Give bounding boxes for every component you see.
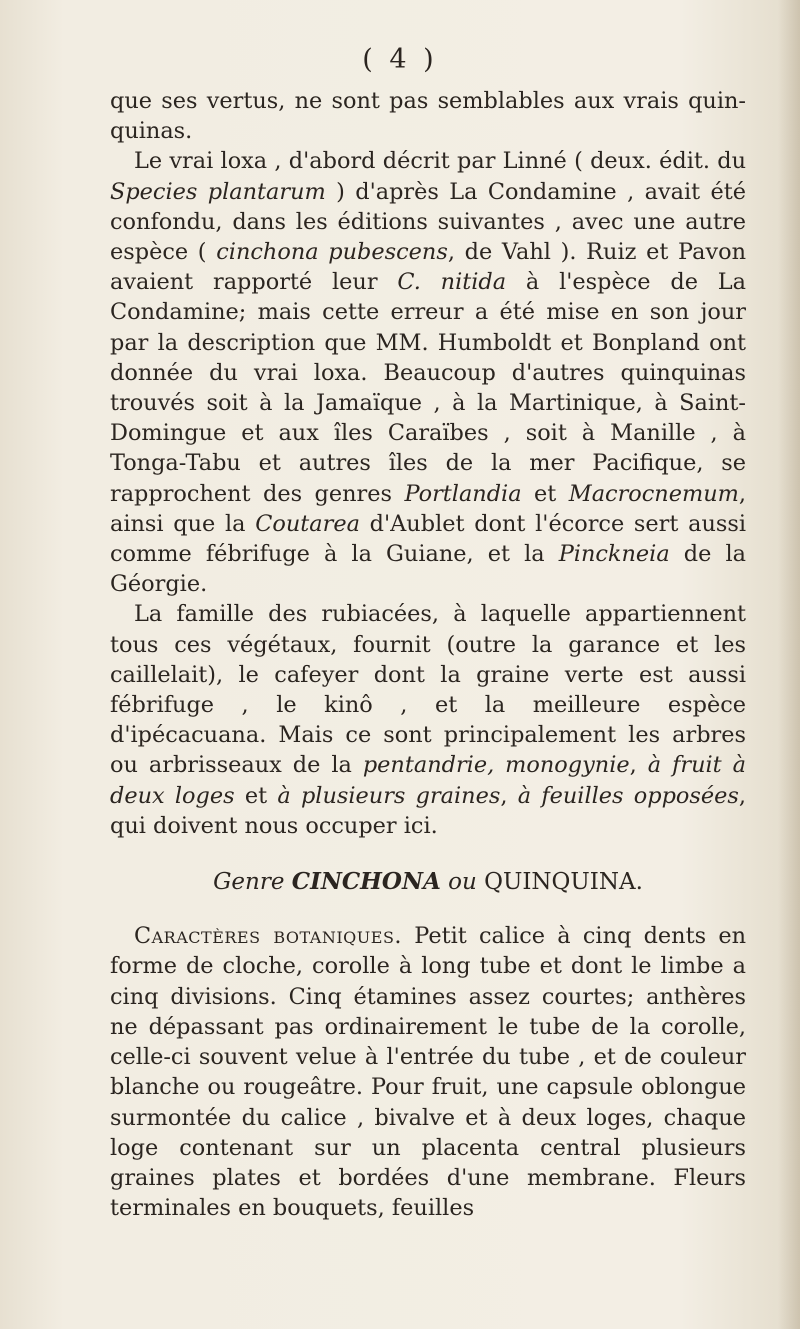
heading-conjunction: ou [448,869,477,896]
heading-genre-label: Genre [213,869,285,896]
text-run: et [521,480,569,507]
italic-term: Macrocnemum [568,480,739,507]
text-run: , [500,782,518,809]
botanical-characters-paragraph [110,921,746,1223]
paragraph [110,86,746,146]
text-run: , [629,752,648,779]
heading-alt-name: QUINQUINA. [484,869,643,896]
text-run: à l'espèce de La Condamine; mais cette erreur a été mise en son jour par la description que MM. Humboldt et Bonpland ont donnée du vrai loxa. Beaucoup d'autres quinquinas trouvés soit à la Jamaïque , à la Martinique, à Saint-Domingue et aux îles Caraïbes , soit à Manille , à Tonga-Tabu et autres îles de la mer Pacifique, se rapprochent des genres [110,269,747,507]
paragraph [110,146,746,599]
section-lead: Caractères botaniques. [134,923,403,950]
italic-term: Coutarea [255,510,360,537]
italic-term: C. nitida [397,269,507,296]
page-body [110,86,746,1223]
italic-term: Pinckneia [558,541,670,568]
text-run: et [234,782,278,809]
genus-heading [110,867,746,897]
body-paragraphs [110,86,746,841]
text-run: , qui doivent nous occuper ici. [110,782,746,839]
italic-term: à feuilles opposées [517,782,739,809]
text-run: , de Vahl ). Ruiz et Pavon avaient rapporté leur [110,239,747,296]
text-run: de la Géorgie. [110,541,746,598]
text-run: ) d'après La Condamine , avait été confondu, dans les éditions suivantes , avec une autre espèce ( [110,178,746,266]
text-run: Le vrai loxa , d'abord décrit par Linné ( deux. édit. du [134,148,746,175]
paragraph [110,599,746,841]
section-text: Petit calice à cinq dents en forme de cloche, corolle à long tube et dont le limbe a cinq divisions. Cinq étamines assez courtes; anthères ne dépassant pas ordinairement le tube de la corolle, celle-ci souvent velue à l'entrée du tube , et de couleur blanche ou rougeâtre. Pour fruit, une capsule oblongue surmontée du calice , bivalve et à deux loges, chaque loge contenant sur un placenta central plusieurs graines plates et bordées d'une membrane. Fleurs terminales en bouquets, feuilles [110,923,747,1222]
text-run: , ainsi que la [110,480,746,537]
text-run: que ses vertus, ne sont pas semblables aux vrais quin- quinas. [110,88,746,145]
italic-term: cinchona pubescens [216,239,448,266]
text-run: La famille des rubiacées, à laquelle appartiennent tous ces végétaux, fournit (outre la garance et les caillelait), le cafeyer dont la graine verte est aussi fébrifuge , le kinô , et la meilleure espèce d'ipécacuana. Mais ce sont principalement les arbres ou arbrisseaux de la [110,601,746,779]
heading-genus-name: CINCHONA [291,868,441,896]
italic-term: à fruit à deux loges [110,752,746,809]
italic-term: à plusieurs graines [277,782,501,809]
italic-term: pentandrie, monogynie [362,752,630,779]
page-number: ( 4 ) [362,44,438,75]
text-run: d'Aublet dont l'écorce sert aussi comme fébrifuge à la Guiane, et la [110,510,747,568]
italic-term: Portlandia [404,480,522,507]
italic-term: Species plantarum [110,178,326,205]
